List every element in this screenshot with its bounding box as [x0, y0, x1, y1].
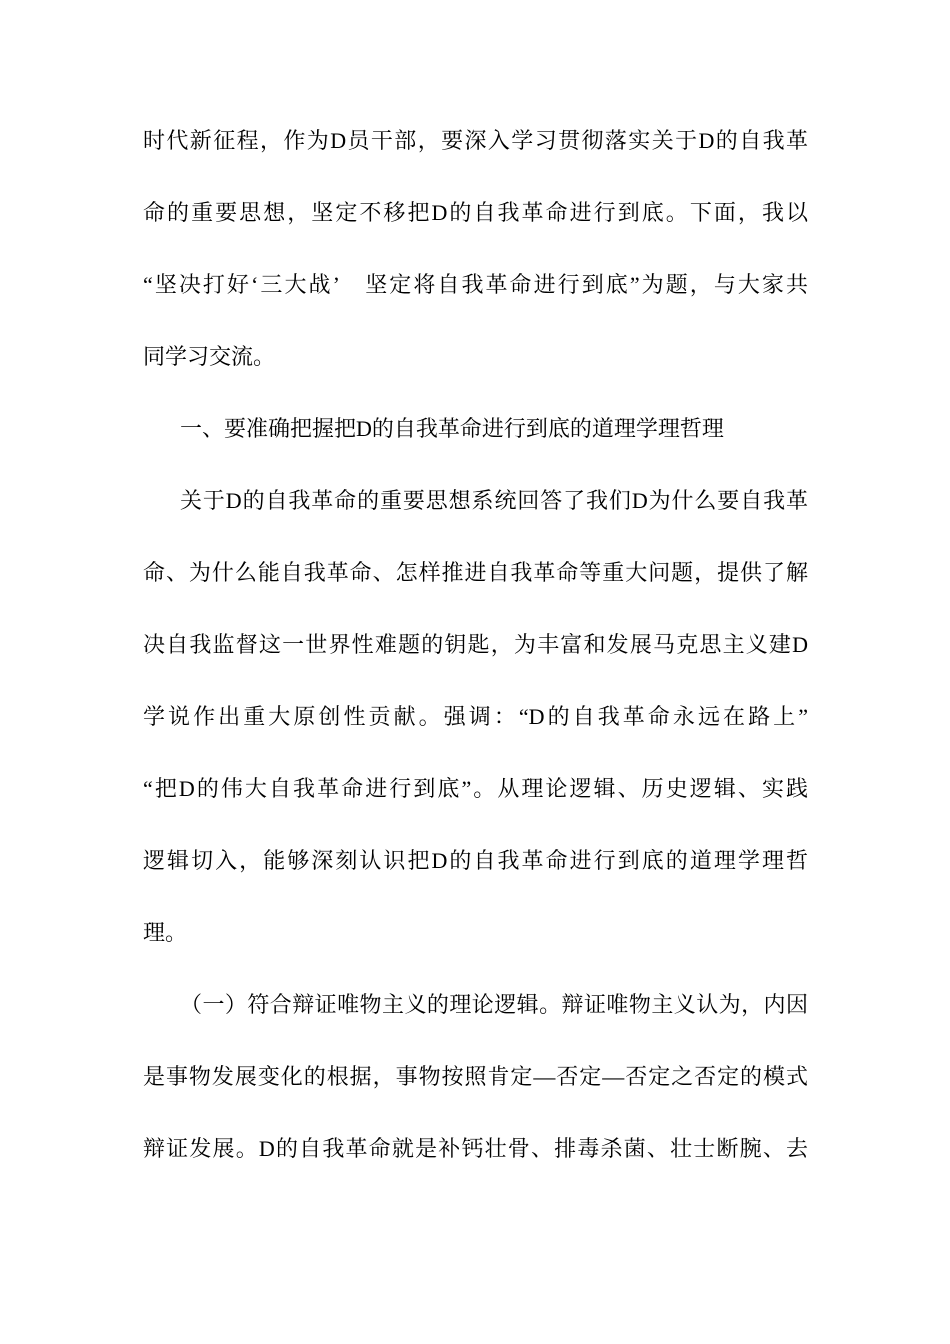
text-line: “坚决打好‘三大战’ 坚定将自我革命进行到底”为题，与大家共 [143, 272, 808, 297]
paragraph [143, 105, 808, 393]
text-line: 逻辑切入，能够深刻认识把D的自我革命进行到底的道理学理哲 [143, 848, 808, 873]
section-heading: 一、要准确把握把D的自我革命进行到底的道理学理哲理 [180, 416, 724, 441]
text-line: 辩证发展。D的自我革命就是补钙壮骨、排毒杀菌、壮士断腕、去 [143, 1136, 808, 1161]
text-line: 关于D的自我革命的重要思想系统回答了我们D为什么要自我革 [180, 488, 808, 513]
paragraph [143, 393, 808, 465]
text-line: “把D的伟大自我革命进行到底”。从理论逻辑、历史逻辑、实践 [143, 776, 808, 801]
text-line: 命的重要思想，坚定不移把D的自我革命进行到底。下面，我以 [143, 200, 808, 225]
text-line: 时代新征程，作为D员干部，要深入学习贯彻落实关于D的自我革 [143, 128, 808, 153]
text-line: 命、为什么能自我革命、怎样推进自我革命等重大问题，提供了解 [143, 560, 808, 585]
paragraph [143, 969, 808, 1185]
text-line: 决自我监督这一世界性难题的钥匙，为丰富和发展马克思主义建D [143, 632, 808, 657]
text-line: 同学习交流。 [143, 344, 276, 369]
text-line: 是事物发展变化的根据，事物按照肯定—否定—否定之否定的模式 [143, 1064, 808, 1089]
paragraph [143, 465, 808, 969]
text-line: 理。 [143, 920, 188, 945]
text-line: （一）符合辩证唯物主义的理论逻辑。辩证唯物主义认为，内因 [180, 992, 808, 1017]
text-line: 学说作出重大原创性贡献。强调：“D的自我革命永远在路上” [143, 704, 808, 729]
